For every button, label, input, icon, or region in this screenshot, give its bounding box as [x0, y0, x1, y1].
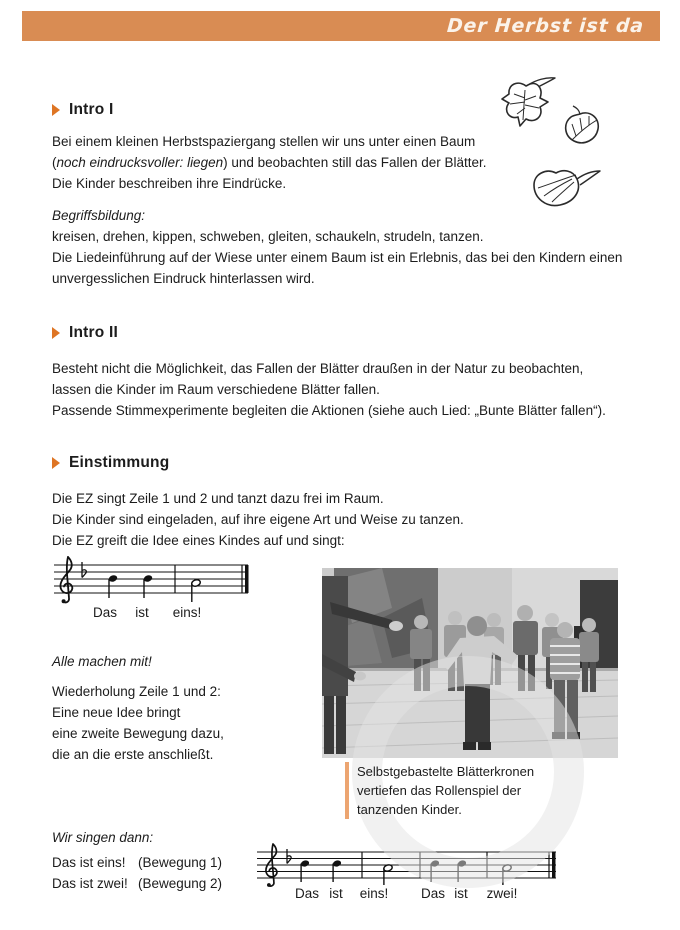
- section-heading-intro-i: [52, 101, 113, 119]
- text-line: Die Kinder beschreiben ihre Eindrücke.: [52, 176, 287, 191]
- lyric-syllable: ist: [454, 886, 468, 901]
- text-fragment: (: [52, 155, 57, 170]
- autumn-leaves-illustration: [492, 72, 632, 222]
- triangle-bullet-icon: [52, 327, 60, 339]
- quarter-note: [332, 859, 342, 882]
- caption-accent-bar: [345, 762, 349, 819]
- intro2-paragraph: [52, 358, 606, 421]
- half-note: [191, 579, 201, 602]
- singing-row: [52, 873, 222, 894]
- singing-lines: [52, 852, 222, 894]
- text-line: Die EZ singt Zeile 1 und 2 und tanzt dazu frei im Raum.: [52, 491, 384, 506]
- movement-note: (Bewegung 1): [138, 855, 223, 870]
- children-dancing-photo: [322, 568, 618, 758]
- text-line: Die Liedeinführung auf der Wiese unter einem Baum ist ein Erlebnis, das bei den Kindern einen: [52, 250, 623, 265]
- term-label: Begriffsbildung:: [52, 208, 146, 223]
- section-title: Intro I: [69, 101, 114, 118]
- half-note: [383, 864, 393, 885]
- lyric-syllable: eins!: [359, 886, 389, 901]
- maple-leaf-icon: [502, 78, 555, 126]
- text-line: [52, 152, 487, 173]
- quarter-note: [300, 859, 310, 882]
- striped-shirt-child: [550, 622, 580, 739]
- triangle-bullet-icon: [52, 104, 60, 116]
- photo-caption: [357, 762, 534, 819]
- flat-sign-icon: [82, 562, 86, 578]
- text-line: Die EZ greift die Idee eines Kindes auf und singt:: [52, 533, 345, 548]
- page-title: Der Herbst ist da: [446, 15, 645, 37]
- lyric-syllable: Das: [92, 605, 118, 620]
- text-line: Passende Stimmexperimente begleiten die Aktionen (siehe auch Lied: „Bunte Blätter fallen“).: [52, 403, 606, 418]
- lyric-text: Das ist eins!: [52, 855, 126, 870]
- section-heading-einstimmung: [52, 454, 169, 472]
- text-line: Wiederholung Zeile 1 und 2:: [52, 684, 221, 699]
- intro1-paragraph: [52, 131, 487, 194]
- text-line: Eine neue Idee bringt: [52, 705, 181, 720]
- text-line: eine zweite Bewegung dazu,: [52, 726, 224, 741]
- text-line: Bei einem kleinen Herbstspaziergang stellen wir uns unter einen Baum: [52, 134, 476, 149]
- text-line: Besteht nicht die Möglichkeit, das Fallen der Blätter draußen in der Natur zu beobachten,: [52, 361, 584, 376]
- section-title: Einstimmung: [69, 454, 170, 471]
- music-staff-notation-2: [255, 838, 565, 888]
- lyric-syllable: Das: [294, 886, 320, 901]
- callout-alle-machen-mit: Alle machen mit!: [52, 654, 152, 669]
- triangle-bullet-icon: [52, 457, 60, 469]
- text-line: die an die erste anschließt.: [52, 747, 214, 762]
- text-fragment: ) und beobachten still das Fallen der Blätter.: [223, 155, 487, 170]
- section-heading-intro-ii: [52, 324, 118, 342]
- lyric-syllable: ist: [135, 605, 149, 620]
- singing-row: [52, 852, 222, 873]
- half-note: [502, 864, 512, 885]
- section-title: Intro II: [69, 324, 118, 341]
- caption-line: Selbstgebastelte Blätterkronen: [357, 764, 535, 779]
- quarter-note: [457, 859, 467, 882]
- linden-leaf-icon: [534, 171, 600, 206]
- text-line: Die Kinder sind eingeladen, auf ihre eigene Art und Weise zu tanzen.: [52, 512, 464, 527]
- singing-label: Wir singen dann:: [52, 830, 154, 845]
- text-line: unvergesslichen Eindruck hinterlassen wird.: [52, 271, 315, 286]
- movement-note: (Bewegung 2): [138, 876, 223, 891]
- lyric-syllable: eins!: [172, 605, 202, 620]
- flat-sign-icon: [287, 849, 291, 864]
- text-line: lassen die Kinder im Raum verschiedene Blätter fallen.: [52, 382, 380, 397]
- music-staff-notation-1: [48, 552, 260, 608]
- treble-clef-icon: [60, 557, 72, 603]
- lyric-syllable: Das: [420, 886, 446, 901]
- round-leaf-icon: [566, 106, 599, 143]
- caption-line: vertiefen das Rollenspiel der: [357, 783, 522, 798]
- text-fragment-italic: noch eindrucksvoller: liegen: [56, 155, 224, 170]
- text-line: kreisen, drehen, kippen, schweben, gleiten, schaukeln, strudeln, tanzen.: [52, 229, 484, 244]
- lyric-syllable: ist: [329, 886, 343, 901]
- page-header-bar: [22, 11, 660, 41]
- caption-line: tanzenden Kinder.: [357, 802, 462, 817]
- aside-paragraph: [52, 681, 224, 765]
- begriffsbildung-paragraph: [52, 205, 622, 289]
- lyric-syllable: zwei!: [486, 886, 518, 901]
- einstimmung-paragraph: [52, 488, 464, 551]
- quarter-note: [430, 859, 440, 882]
- lyric-text: Das ist zwei!: [52, 876, 128, 891]
